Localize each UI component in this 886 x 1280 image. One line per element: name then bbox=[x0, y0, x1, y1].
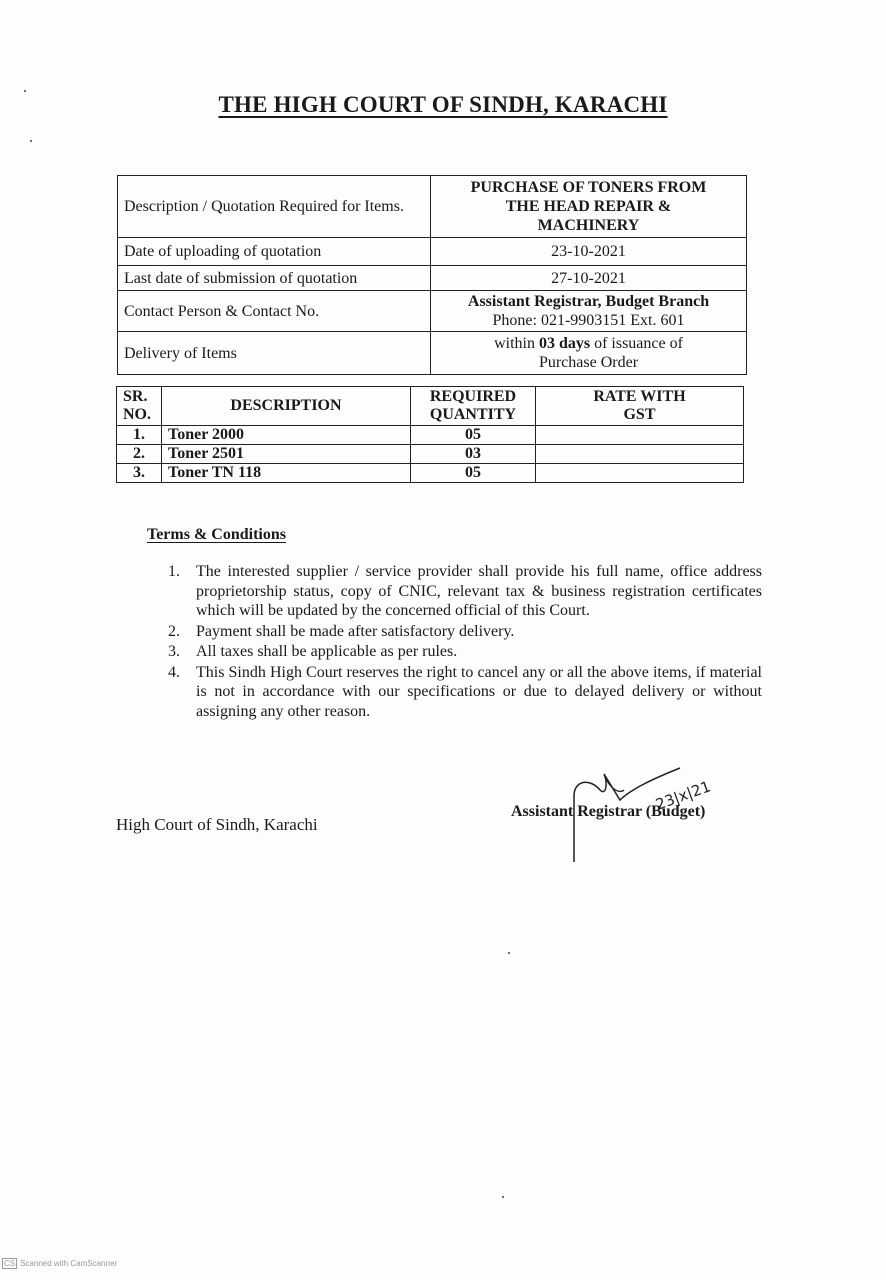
info-label: Delivery of Items bbox=[118, 332, 431, 375]
item-description: Toner TN 118 bbox=[162, 464, 411, 483]
info-label: Contact Person & Contact No. bbox=[118, 291, 431, 332]
scan-speck bbox=[502, 1196, 504, 1198]
items-table bbox=[116, 386, 744, 483]
court-name-footer: High Court of Sindh, Karachi bbox=[116, 815, 318, 834]
info-label: Description / Quotation Required for Items. bbox=[118, 176, 431, 238]
table-header-row bbox=[117, 387, 744, 426]
item-sr: 2. bbox=[117, 445, 162, 464]
terms-heading: Terms & Conditions bbox=[147, 526, 286, 543]
item-quantity: 05 bbox=[411, 464, 536, 483]
item-sr: 3. bbox=[117, 464, 162, 483]
terms-list bbox=[168, 562, 762, 722]
list-item bbox=[168, 622, 762, 642]
item-rate bbox=[536, 426, 744, 445]
camscanner-icon: CS bbox=[4, 1259, 16, 1268]
contact-phone: Phone: 021-9903151 Ext. 601 bbox=[492, 312, 685, 329]
header-rate: RATE WITH GST bbox=[536, 387, 744, 426]
header-description: DESCRIPTION bbox=[162, 387, 411, 426]
table-row bbox=[118, 291, 747, 332]
quotation-info-table bbox=[117, 175, 747, 375]
item-description: Toner 2501 bbox=[162, 445, 411, 464]
item-quantity: 03 bbox=[411, 445, 536, 464]
table-row bbox=[118, 266, 747, 291]
table-row bbox=[117, 445, 744, 464]
info-value bbox=[431, 332, 747, 375]
table-row bbox=[118, 332, 747, 375]
header-quantity: REQUIRED QUANTITY bbox=[411, 387, 536, 426]
info-label: Last date of submission of quotation bbox=[118, 266, 431, 291]
delivery-text: within bbox=[494, 335, 539, 352]
list-item bbox=[168, 562, 762, 621]
item-quantity: 05 bbox=[411, 426, 536, 445]
delivery-days: 03 days bbox=[538, 335, 591, 352]
header-sr: SR. NO. bbox=[117, 387, 162, 426]
term-number: 4. bbox=[168, 663, 180, 681]
contact-person: Assistant Registrar, Budget Branch bbox=[467, 293, 710, 310]
scanner-watermark bbox=[2, 1258, 117, 1269]
term-text: The interested supplier / service provider shall provide his full name, office address proprietorship status, copy of CNIC, relevant tax & business registration certificates which will be updated by the concerned official of this Court. bbox=[196, 563, 762, 619]
term-number: 1. bbox=[168, 563, 180, 580]
page-title: THE HIGH COURT OF SINDH, KARACHI bbox=[218, 92, 668, 117]
term-number: 2. bbox=[168, 622, 180, 640]
list-item bbox=[168, 642, 762, 662]
table-row bbox=[118, 238, 747, 266]
info-value: PURCHASE OF TONERS FROM THE HEAD REPAIR & MACHINERY bbox=[431, 176, 747, 238]
item-rate bbox=[536, 464, 744, 483]
info-value bbox=[431, 291, 747, 332]
info-label: Date of uploading of quotation bbox=[118, 238, 431, 266]
term-text: Payment shall be made after satisfactory delivery. bbox=[196, 622, 515, 640]
delivery-text: of issuance of Purchase Order bbox=[538, 335, 683, 371]
item-sr: 1. bbox=[117, 426, 162, 445]
table-row bbox=[117, 426, 744, 445]
signatory-title: Assistant Registrar (Budget) bbox=[511, 803, 706, 820]
signature-date: 23|x|21 bbox=[653, 777, 714, 814]
scan-speck bbox=[30, 140, 32, 142]
table-row bbox=[117, 464, 744, 483]
item-description: Toner 2000 bbox=[162, 426, 411, 445]
term-text: All taxes shall be applicable as per rules. bbox=[196, 643, 458, 660]
scan-speck bbox=[508, 952, 510, 954]
scanner-watermark-text: Scanned with CamScanner bbox=[20, 1259, 118, 1268]
item-rate bbox=[536, 445, 744, 464]
info-value: 23-10-2021 bbox=[431, 238, 747, 266]
info-value: 27-10-2021 bbox=[431, 266, 747, 291]
term-text: This Sindh High Court reserves the right to cancel any or all the above items, if material is not in accordance with our specifications or due to delayed delivery or without assigning any other reason. bbox=[196, 663, 762, 720]
table-row bbox=[118, 176, 747, 238]
list-item bbox=[168, 663, 762, 722]
term-number: 3. bbox=[168, 643, 180, 660]
